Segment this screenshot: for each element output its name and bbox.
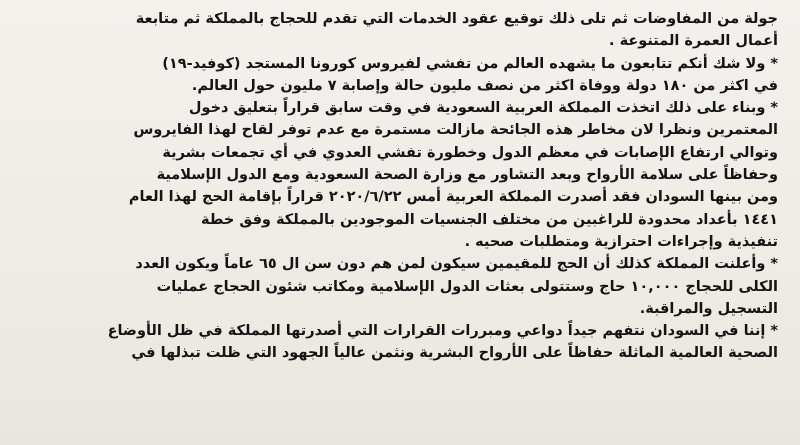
text-line: * إننا في السودان نتفهم جيداً دواعي ومبررات القرارات التي أصدرتها المملكة في ظل الأوضاع <box>107 323 778 340</box>
text-line: تنفيذية وإجراءات احترازية ومتطلبات صحيه . <box>464 233 778 250</box>
text-line: ومن بينها السودان فقد أصدرت المملكة العربية أمس ٢٠٢٠/٦/٢٢ قراراً بإقامة الحج لهذا العام <box>128 189 778 206</box>
text-line: ١٤٤١ بأعداد محدودة للراغبين من مختلف الجنسيات الموجودين بالمملكة وفق خطة <box>200 211 778 228</box>
document-body <box>14 0 778 365</box>
text-line: في اكثر من ١٨٠ دولة ووفاة اكثر من نصف مليون حالة وإصابة ٧ مليون حول العالم. <box>191 77 778 94</box>
text-line: وتوالي ارتفاع الإصابات في معظم الدول وخطورة تفشي العدوي في أي تجمعات بشرية <box>162 144 778 161</box>
text-line: المعتمرين ونظرا لان مخاطر هذه الجائحة مازالت مستمرة مع عدم توفر لقاح لهذا الفايروس <box>133 122 778 139</box>
text-line: الصحية العالمية الماثلة حفاظاً على الأرواح البشرية ونثمن عالياً الجهود التي ظلت تبذلها في <box>131 345 778 362</box>
text-line: الكلى للحجاج ١٠,٠٠٠ حاج وستتولى بعثات الدول الإسلامية ومكاتب شئون الحجاج عمليات <box>156 278 778 295</box>
text-line: التسجيل والمراقبة. <box>639 300 778 317</box>
text-line: * وأعلنت المملكة كذلك أن الحج للمقيمين سيكون لمن هم دون سن ال ٦٥ عاماً ويكون العدد <box>135 256 778 273</box>
page-bottom-shadow <box>0 429 800 445</box>
text-line: جولة من المفاوضات ثم تلى ذلك توقيع عقود الخدمات التي تقدم للحجاج بالمملكة ثم متابعة <box>135 11 778 27</box>
text-line: * وبناء على ذلك اتخذت المملكة العربية السعودية في وقت سابق قراراً بتعليق دخول <box>188 100 778 117</box>
text-line: * ولا شك أنكم تتابعون ما يشهده العالم من تفشي لفيروس كورونا المستجد (كوفيد-١٩) <box>162 55 778 72</box>
text-line: أعمال العمرة المتنوعة . <box>609 33 778 50</box>
text-line: وحفاظاً على سلامة الأرواح وبعد التشاور مع وزارة الصحة السعودية ومع الدول الإسلامية <box>156 167 778 184</box>
